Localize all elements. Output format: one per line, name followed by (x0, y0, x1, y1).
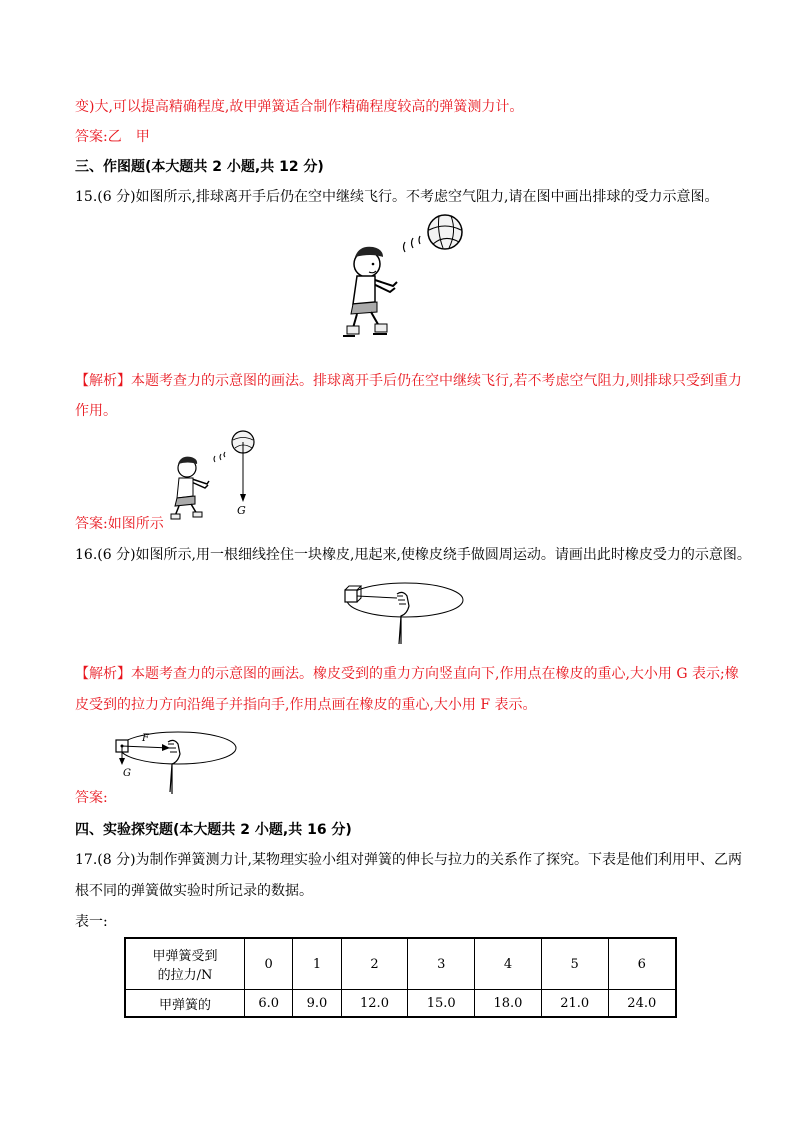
table-cell: 12.0 (341, 990, 408, 1018)
gravity-label: G (237, 504, 246, 517)
table-cell: 21.0 (541, 990, 608, 1018)
table-row (125, 990, 676, 1018)
table-cell: 6.0 (245, 990, 293, 1018)
table-header-cell: 甲弹簧的 (125, 990, 245, 1018)
tension-label: F (142, 733, 149, 744)
eraser-icon (345, 590, 357, 602)
table-cell: 5 (541, 938, 608, 990)
table-header-cell: 甲弹簧受到 的拉力/N (125, 938, 245, 990)
question-16-text: 16.(6 分)如图所示,用一根细线拴住一块橡皮,甩起来,使橡皮绕手做圆周运动。请画出此时橡皮受力的示意图。 (75, 547, 751, 563)
question-15-text: 15.(6 分)如图所示,排球离开手后仍在空中继续飞行。不考虑空气阻力,请在图中画出排球的受力示意图。 (75, 189, 719, 205)
question-15-analysis-line-2: 作用。 (75, 403, 117, 419)
section-4-heading: 四、实验探究题(本大题共 2 小题,共 16 分) (75, 822, 352, 838)
question-17-text-line-1: 17.(8 分)为制作弹簧测力计,某物理实验小组对弹簧的伸长与拉力的关系作了探究。下表是他们利用甲、乙两 (75, 852, 742, 868)
previous-answer: 答案:乙 甲 (75, 129, 150, 145)
table-cell: 9.0 (293, 990, 341, 1018)
spring-data-table (124, 937, 677, 1018)
previous-analysis-end: 变)大,可以提高精确程度,故甲弹簧适合制作精确程度较高的弹簧测力计。 (75, 99, 524, 115)
question-16-answer: 答案: (75, 790, 108, 806)
section-3-heading: 三、作图题(本大题共 2 小题,共 12 分) (75, 159, 324, 175)
question-16-analysis-line-1: 【解析】本题考查力的示意图的画法。橡皮受到的重力方向竖直向下,作用点在橡皮的重心,大小用 G 表示;橡 (75, 666, 739, 682)
table-cell: 4 (475, 938, 542, 990)
table-row (125, 938, 676, 990)
volleyball-player-figure (335, 212, 465, 342)
volleyball-gravity-figure (165, 428, 265, 523)
table-cell: 2 (341, 938, 408, 990)
table-cell: 6 (608, 938, 676, 990)
table-caption: 表一: (75, 914, 108, 930)
table-cell: 1 (293, 938, 341, 990)
eraser-circular-motion-figure (337, 578, 467, 648)
eraser-forces-figure (110, 728, 240, 800)
table-cell: 3 (408, 938, 475, 990)
table-cell: 18.0 (475, 990, 542, 1018)
gravity-label: G (123, 768, 131, 779)
question-16-analysis-line-2: 皮受到的拉力方向沿绳子并指向手,作用点画在橡皮的重心,大小用 F 表示。 (75, 697, 537, 713)
table-cell: 0 (245, 938, 293, 990)
question-15-answer: 答案:如图所示 (75, 516, 164, 532)
question-15-analysis-line-1: 【解析】本题考查力的示意图的画法。排球离开手后仍在空中继续飞行,若不考虑空气阻力,则排球只受到重力 (75, 373, 742, 389)
question-17-text-line-2: 根不同的弹簧做实验时所记录的数据。 (75, 883, 313, 899)
table-cell: 24.0 (608, 990, 676, 1018)
table-cell: 15.0 (408, 990, 475, 1018)
